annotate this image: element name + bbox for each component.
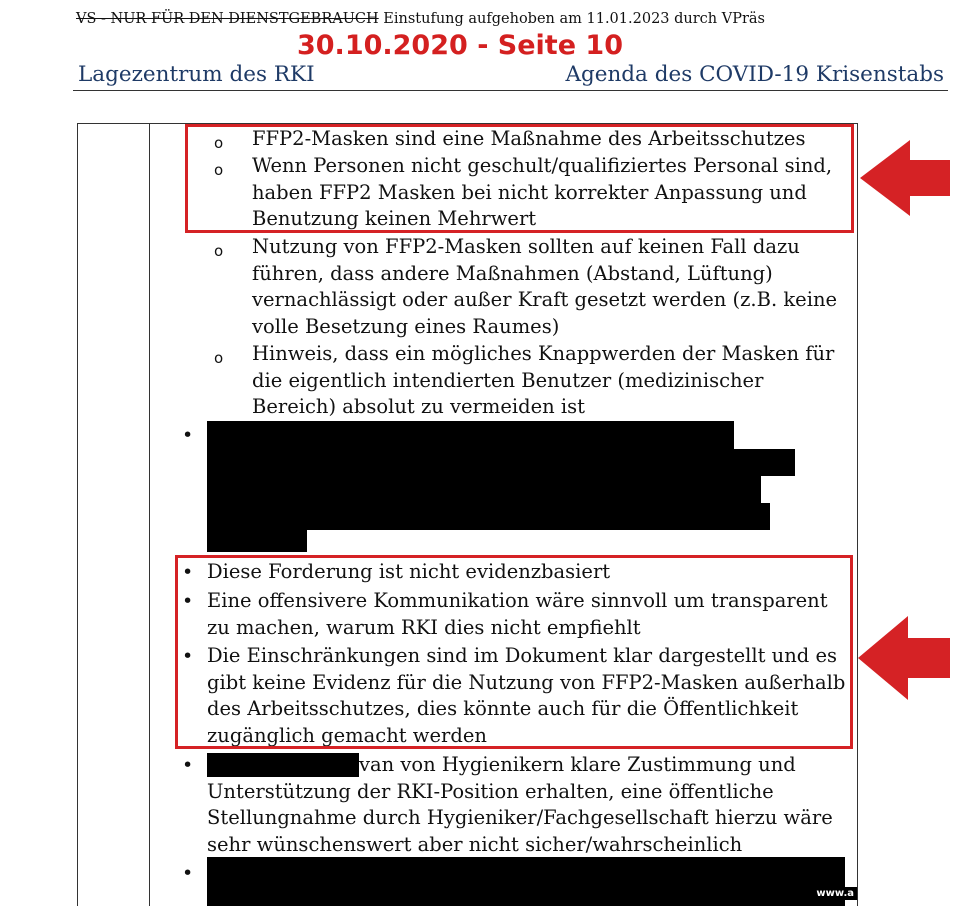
redaction-block [207,421,734,449]
arrow-left-icon [858,616,950,700]
sub-item-marker: o [214,134,224,152]
bullet-marker: • [182,754,194,776]
sub-item-marker: o [214,242,224,260]
bullet-marker: • [182,645,194,667]
bullet-marker: • [182,590,194,612]
bullet-item: Eine offensivere Kommunikation wäre sinnvoll um transparent zu machen, warum RKI dies nicht empfiehlt [207,589,828,639]
sub-item-marker: o [214,161,224,179]
redaction-block [207,857,845,906]
arrow-left-icon [860,140,950,216]
redaction-block [207,753,359,777]
highlight-box [175,555,853,749]
sub-item-marker: o [214,349,224,367]
classification-struck: VS - NUR FÜR DEN DIENSTGEBRAUCH [76,11,379,27]
header-right-title: Agenda des COVID-19 Krisenstabs [565,62,944,87]
bullet-item: Die Einschränkungen sind im Dokument klar dargestellt und es gibt keine Evidenz für die Nutzung von FFP2-Masken außerhalb des Arbeitsschutzes, dies könnte auch für die Öffentlichkeit zugänglich gemacht werden [207,644,846,747]
date-page-stamp: 30.10.2020 - Seite 10 [296,30,624,61]
table-right-border [857,123,858,906]
redaction-block [207,503,770,530]
table-left-border [77,123,78,906]
redaction-block [207,449,795,476]
table-column-divider [149,123,150,906]
sub-item: Hinweis, dass ein mögliches Knappwerden der Masken für die eigentlich intendierten Benutzer (medizinischer Bereich) absolut zu vermeiden ist [252,342,835,418]
bullet-item: Diese Forderung ist nicht evidenzbasiert [207,560,611,583]
sub-item: FFP2-Masken sind eine Maßnahme des Arbeitsschutzes [252,127,806,150]
bullet-item: van von Hygienikern klare Zustimmung und Unterstützung der RKI-Position erhalten, eine öffentliche Stellungnahme durch Hygieniker/Fachgesellschaft hierzu wäre sehr wünschenswert aber nicht sicher/wahrscheinlich [207,753,833,856]
redaction-block [207,530,307,552]
sub-item: Nutzung von FFP2-Masken sollten auf keinen Fall dazu führen, dass andere Maßnahmen (Abstand, Lüftung) vernachlässigt oder außer Kraft gesetzt werden (z.B. keine volle Besetzung eines Raumes) [252,235,838,338]
watermark: www.a [813,887,857,900]
classification-line [76,11,765,27]
header-rule [73,90,948,91]
highlight-box [185,124,854,233]
bullet-marker: • [182,862,194,884]
sub-item: Wenn Personen nicht geschult/qualifiziertes Personal sind, haben FFP2 Masken bei nicht korrekter Anpassung und Benutzung keinen Mehrwert [252,154,833,230]
classification-note: Einstufung aufgehoben am 11.01.2023 durch VPräs [378,11,765,27]
bullet-marker: • [182,424,194,446]
header-left-title: Lagezentrum des RKI [78,62,315,87]
redaction-block [207,476,761,503]
bullet-marker: • [182,561,194,583]
